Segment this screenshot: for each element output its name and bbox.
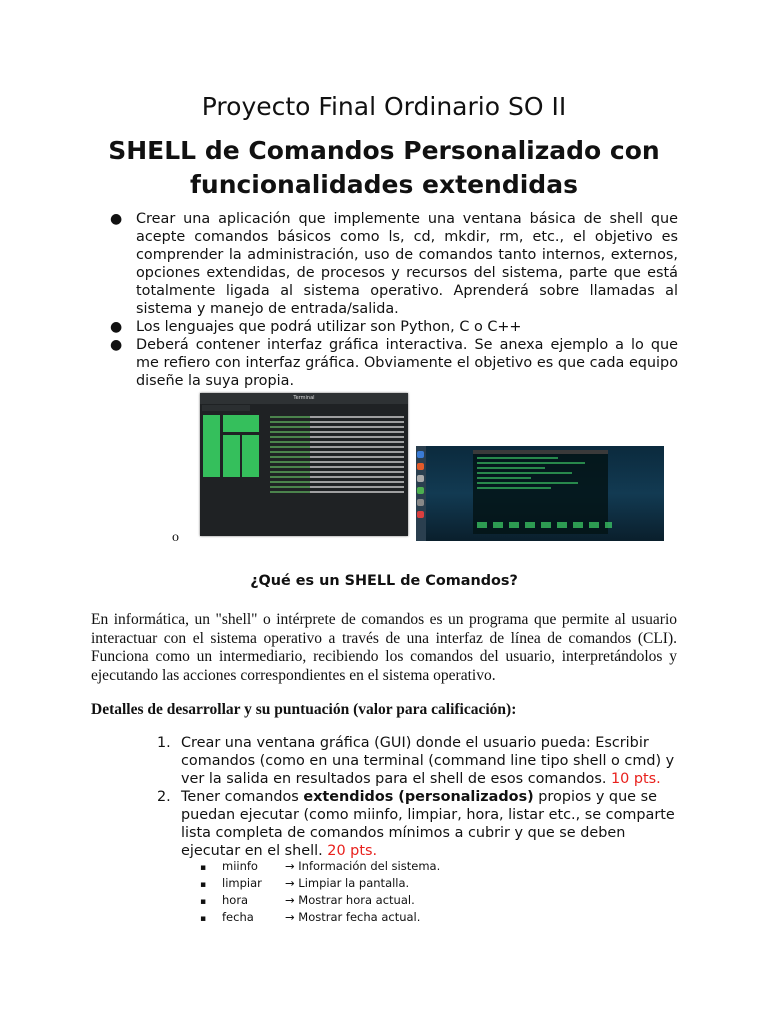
square-bullet-icon: ▪: [200, 863, 207, 873]
square-bullet-icon: ▪: [200, 914, 207, 924]
command-item: [200, 876, 440, 893]
desktop-terminal-screenshot-image: [416, 446, 664, 541]
details-heading: Detalles de desarrollar y su puntuación (valor para calificación):: [91, 701, 517, 718]
bullet-text: Crear una aplicación que implemente una ventana básica de shell que acepte comandos básicos como ls, cd, mkdir, rm, etc., el objetivo es comprender la administración, uso de comandos tanto internos, externos, opciones extendidas, de procesos y recursos del sistema, parte que está totalmente ligada al sistema operativo. Aprenderá sobre llamadas al sistema y manejo de entrada/salida.: [136, 211, 678, 317]
points-label: 20 pts.: [327, 843, 378, 859]
image-separator-text: o: [172, 530, 179, 545]
command-description: → Mostrar hora actual.: [285, 893, 415, 907]
bullet-text: Los lenguajes que podrá utilizar son Python, C o C++: [136, 319, 522, 335]
command-name: fecha: [222, 910, 254, 924]
bullet-item: [104, 336, 678, 390]
bullet-item: [104, 318, 678, 336]
section-heading: ¿Qué es un SHELL de Comandos?: [250, 573, 518, 589]
neofetch-output: [270, 413, 404, 496]
terminal-title: Terminal: [293, 395, 315, 401]
list-number: 2.: [157, 789, 171, 805]
command-description: → Mostrar fecha actual.: [285, 910, 421, 924]
list-item-text: Tener comandos: [181, 789, 304, 805]
command-item: [200, 859, 440, 876]
bullet-icon: ●: [110, 319, 123, 335]
bullet-list: [104, 210, 678, 390]
document-title: Proyecto Final Ordinario SO II: [201, 92, 567, 121]
command-item: [200, 910, 440, 927]
desktop-dock: [416, 446, 426, 541]
terminal-tab: [202, 405, 250, 411]
command-description: → Información del sistema.: [285, 859, 441, 873]
bullet-icon: ●: [110, 211, 123, 227]
square-bullet-icon: ▪: [200, 897, 207, 907]
bullet-text: Deberá contener interfaz gráfica interactiva. Se anexa ejemplo a lo que me refiero con interfaz gráfica. Obviamente el objetivo es que cada equipo diseñe la suya propia.: [136, 337, 678, 389]
bullet-icon: ●: [110, 337, 123, 353]
points-label: 10 pts.: [610, 771, 661, 787]
shell-definition-paragraph: En informática, un "shell" o intérprete de comandos es un programa que permite al usuario interactuar con el sistema operativo a través de una interfaz de línea de comandos (CLI). Funciona como un intermediario, recibiendo los comandos del usuario, interpretándolos y ejecutando las acciones correspondientes en el sistema operativo.: [91, 611, 677, 684]
command-name: limpiar: [222, 876, 262, 890]
command-list: [200, 859, 440, 927]
document-subtitle: SHELL de Comandos Personalizado con funcionalidades extendidas: [108, 136, 660, 199]
list-item-bold-text: extendidos (personalizados): [303, 789, 534, 805]
terminal-titlebar: [200, 393, 408, 404]
green-terminal-window: [473, 450, 608, 534]
list-number: 1.: [157, 735, 171, 751]
bullet-item: [104, 210, 678, 318]
command-name: miinfo: [222, 859, 258, 873]
square-bullet-icon: ▪: [200, 880, 207, 890]
list-item: [157, 734, 677, 788]
command-description: → Limpiar la pantalla.: [285, 876, 410, 890]
command-name: hora: [222, 893, 249, 907]
list-item-text: propios y que se puedan ejecutar (como miinfo, limpiar, hora, listar etc., se comparte lista completa de comandos mínimos a cubrir y que se deben ejecutar en el shell.: [181, 789, 675, 859]
list-item-text: Crear una ventana gráfica (GUI) donde el usuario pueda: Escribir comandos (como en una terminal (command line tipo shell o cmd) y ver la salida en resultados para el shell de esos comandos.: [181, 735, 675, 787]
command-item: [200, 893, 440, 910]
list-item: [157, 788, 677, 860]
manjaro-logo-icon: [203, 415, 259, 477]
terminal-screenshot-image: [200, 393, 408, 536]
numbered-list: [157, 734, 677, 860]
